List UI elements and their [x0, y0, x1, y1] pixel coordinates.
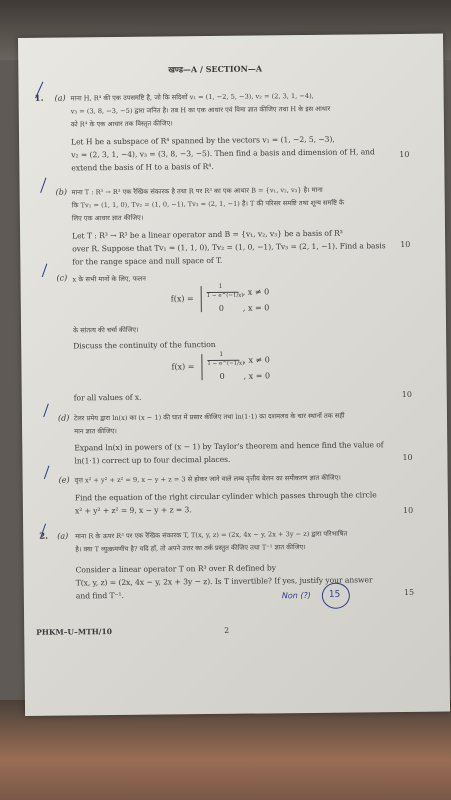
case1-denominator-2: 1 − e^(−1/x): [207, 360, 245, 368]
handwritten-note: Non (?): [281, 590, 311, 601]
q1d-hindi-line1: टेलर प्रमेय द्वारा ln(x) का (x − 1) की घात में प्रसार कीजिए तथा ln(1·1) का दशमलव के चार स्थानों तक सही: [73, 411, 345, 423]
q1c-hindi-intro: x के सभी मानों के लिए, फलन: [72, 274, 146, 284]
q1a-hindi-line2: v₃ = (3, 8, −3, −5) द्वारा जनित है। तब H का एक आधार एवं विमा ज्ञात कीजिए तथा H के इस आधार: [70, 104, 331, 116]
q1c-marks: 10: [401, 389, 412, 400]
q1c-english-intro: Discuss the continuity of the function: [73, 339, 216, 351]
case2-condition-2: , x = 0: [243, 371, 271, 381]
piecewise-brace: [201, 286, 206, 312]
page-number: 2: [224, 625, 230, 635]
q1-number: 1.: [34, 93, 44, 104]
q2a-english-line3: and find T⁻¹.: [75, 590, 124, 601]
q1e-english-line2: x² + y² + z² = 9, x − y + z = 3.: [74, 505, 192, 516]
q1e-marks: 10: [402, 505, 414, 515]
exam-page: [18, 34, 450, 716]
function-lhs-2: f(x) =: [171, 362, 195, 372]
q2a-english-line1: Consider a linear operator T on R³ over R defined by: [75, 563, 276, 575]
q1e-hindi-line1: वृत्त x² + y² + z² = 9, x − y + z = 3 से होकर जाने वाले लम्ब वृत्तीय बेलन का समीकरण ज्ञात कीजिए।: [74, 473, 341, 485]
case1-numerator-2: 1: [219, 350, 224, 358]
q1b-hindi-line1: माना T : R³ → R³ एक रैखिक संकारक है तथा R पर R³ का एक आधार B = {v₁, v₂, v₃} है। माना: [71, 185, 323, 197]
case1-numerator: 1: [218, 282, 223, 290]
q1d-hindi-line2: मान ज्ञात कीजिए।: [74, 426, 117, 436]
q1e-label: (e): [58, 475, 70, 485]
q1c-hindi-outro: के सांतत्य की चर्चा कीजिए।: [73, 325, 139, 335]
q1b-marks: 10: [400, 239, 411, 250]
function-lhs: f(x) =: [170, 294, 194, 304]
q1b-english-line3: for the range space and null space of T.: [72, 255, 223, 267]
q2a-label: (a): [57, 531, 69, 541]
tick-mark-1b: [40, 178, 46, 193]
q1a-marks: 10: [399, 149, 410, 160]
case2-value: 0: [218, 303, 224, 313]
tick-mark-1e: [44, 466, 50, 480]
q1a-english-line3: extend the basis of H to a basis of R⁴.: [71, 161, 214, 173]
q1c-label: (c): [56, 273, 68, 283]
case1-denominator: 1 − e^(−1/x): [206, 292, 244, 300]
q2a-english-line2: T(x, y, z) = (2x, 4x − y, 2x + 3y − z). Is T invertible? If yes, justify your answer: [75, 575, 373, 588]
q1a-english-line1: Let H be a subspace of R⁴ spanned by the vectors v₁ = (1, −2, 5, −3),: [71, 134, 335, 147]
q1d-label: (d): [57, 413, 70, 423]
q2a-hindi-line1: माना R के ऊपर R³ पर एक रैखिक संकारक T, T(x, y, z) = (2x, 4x − y, 2x + 3y − z) द्वारा परिभाषित: [75, 529, 348, 541]
q1b-english-line2: over R. Suppose that Tv₁ = (1, 1, 0), Tv₂ = (1, 0, −1), Tv₃ = (2, 1, −1). Find a basis: [72, 241, 386, 254]
q1d-english-line1: Expand ln(x) in powers of (x − 1) by Taylor's theorem and hence find the value of: [74, 440, 384, 453]
q1d-marks: 10: [402, 452, 413, 462]
tick-mark-1d: [43, 404, 49, 418]
q1a-english-line2: v₂ = (2, 3, 1, −4), v₃ = (3, 8, −3, −5). Then find a basis and dimension of H, and: [71, 147, 375, 160]
q1a-hindi-line3: को R⁴ के एक आधार तक विस्तृत कीजिए।: [70, 119, 173, 129]
q2a-hindi-line2: है। क्या T व्युत्क्रमणीय है? यदि हाँ, तो अपने उत्तर का तर्क प्रस्तुत कीजिए तथा T⁻¹ ज्ञात कीजिए।: [75, 543, 306, 554]
q2-number: 2.: [39, 531, 49, 542]
q1c-english-outro: for all values of x.: [73, 392, 142, 403]
q1b-label: (b): [55, 187, 68, 197]
circled-score-value: 15: [328, 589, 341, 600]
tick-mark-1c: [42, 264, 48, 278]
q2a-marks: 15: [403, 587, 415, 597]
q1d-english-line2: ln(1·1) correct up to four decimal places.: [74, 454, 231, 466]
case1-condition-2: , x ≠ 0: [243, 355, 270, 365]
q1a-label: (a): [54, 93, 66, 103]
q1b-hindi-line2: कि Tv₁ = (1, 1, 0), Tv₂ = (1, 0, −1), Tv₃ = (2, 1, −1) है। T की परिसर समष्टि तथा शून्य समष्टि के: [71, 198, 345, 210]
q1b-hindi-line3: लिए एक आधार ज्ञात कीजिए।: [71, 213, 144, 223]
case2-value-2: 0: [219, 371, 225, 381]
circled-score: [322, 583, 350, 609]
q1a-hindi-line1: माना H, R⁴ की एक उपसमष्टि है, जो कि सदिशों v₁ = (1, −2, 5, −3), v₂ = (2, 3, 1, −4),: [70, 91, 314, 103]
case1-condition: , x ≠ 0: [242, 287, 270, 297]
q1b-english-line1: Let T : R³ → R³ be a linear operator and B = {v₁, v₂, v₃} be a basis of R³: [72, 228, 343, 241]
case2-condition: , x = 0: [242, 303, 270, 313]
section-heading: खण्ड—A / SECTION—A: [168, 63, 263, 75]
paper-code: PHKM–U–MTH/10: [36, 627, 113, 637]
q1e-english-line1: Find the equation of the right circular cylinder which passes through the circle: [74, 490, 377, 503]
piecewise-brace-2: [201, 354, 206, 380]
